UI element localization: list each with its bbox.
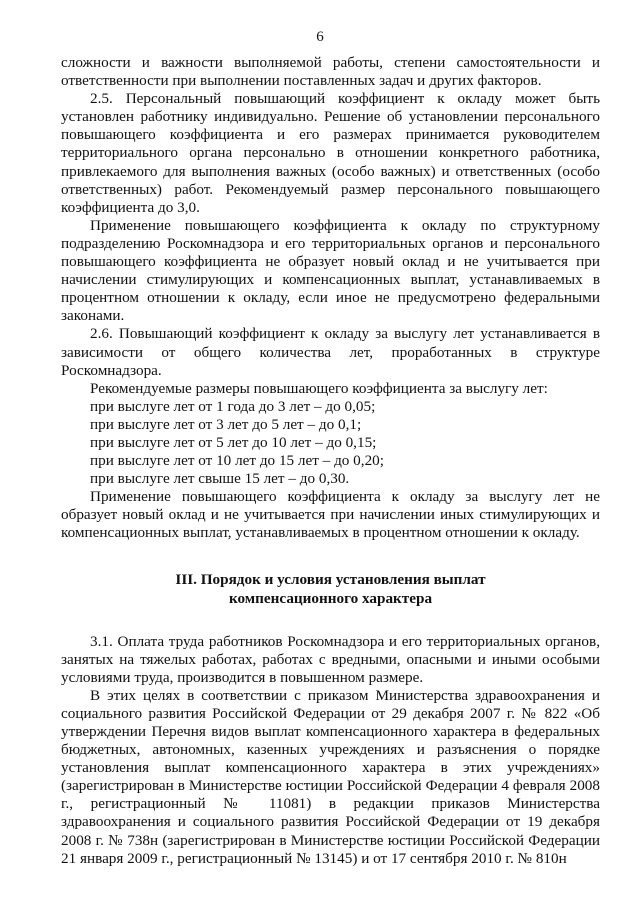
paragraph-3-1: 3.1. Оплата труда работников Роскомнадзора и его территориальных органов, занятых на тяжелых работах, работах с вредными, опасными и иными особыми условиями труда, производится в повышенном размере. [61,632,600,686]
list-item: при выслуге лет от 3 лет до 5 лет – до 0,1; [90,415,362,433]
list-item: при выслуге лет от 1 года до 3 лет – до 0,05; [90,397,376,415]
paragraph-legal-reference: В этих целях в соответствии с приказом Министерства здравоохранения и социального развития Российской Федерации от 29 декабря 2007 г. № 822 «Об утверждении Перечня видов выплат компенсационного характера в федеральных бюджетных, автономных, казенных учреждениях и разъяснения о порядке установления выплат компенсационного характера в этих учреждениях» (зарегистрирован в Министерстве юстиции Российской Федерации 4 февраля 2008 г., регистрационный № 11081) в редакции приказов Министерства здравоохранения и социального развития Российской Федерации от 19 декабря 2008 г. № 738н (зарегистрирован в Министерстве юстиции Российской Федерации 21 января 2009 г., регистрационный № 13145) и от 17 сентября 2010 г. № 810н [61,686,600,867]
section-heading-line-1: III. Порядок и условия установления выплат [175,570,486,588]
list-item: при выслуге лет свыше 15 лет – до 0,30. [90,470,350,488]
paragraph-2-5: 2.5. Персональный повышающий коэффициент к окладу может быть установлен работнику индивидуально. Решение об установлении персонального повышающего коэффициента и его размерах принимается руководителем территориального органа персонально в отношении конкретного работника, привлекаемого для выполнения важных (особо важных) и ответственных (особо ответственных) работ. Рекомендуемый размер персонального повышающего коэффициента до 3,0. [61,90,600,216]
list-item: при выслуге лет от 10 лет до 15 лет – до 0,20; [90,452,384,470]
list-intro: Рекомендуемые размеры повышающего коэффициента за выслугу лет: [90,379,548,397]
paragraph-after-list: Применение повышающего коэффициента к окладу за выслугу лет не образует новый оклад и не учитывается при начислении иных стимулирующих и компенсационных выплат, устанавливаемых в процентном отношении к окладу. [61,488,600,542]
list-item: при выслуге лет от 5 лет до 10 лет – до 0,15; [90,433,377,451]
paragraph-coefficient-application: Применение повышающего коэффициента к окладу по структурному подразделению Роскомнадзора и его территориальных органов и персонального повышающего коэффициента не образует новый оклад и не учитывается при начислении стимулирующих и компенсационных выплат, устанавливаемых в процентном отношении к окладу, если иное не предусмотрено федеральными законами. [61,216,600,325]
paragraph-continuation: сложности и важности выполняемой работы, степени самостоятельности и ответственности при выполнении поставленных задач и других факторов. [61,54,600,90]
section-heading-line-2: компенсационного характера [228,589,433,607]
document-body [61,54,600,868]
paragraph-2-6: 2.6. Повышающий коэффициент к окладу за выслугу лет устанавливается в зависимости от общего количества лет, проработанных в структуре Роскомнадзора. [61,325,600,379]
page-number: 6 [316,29,324,45]
